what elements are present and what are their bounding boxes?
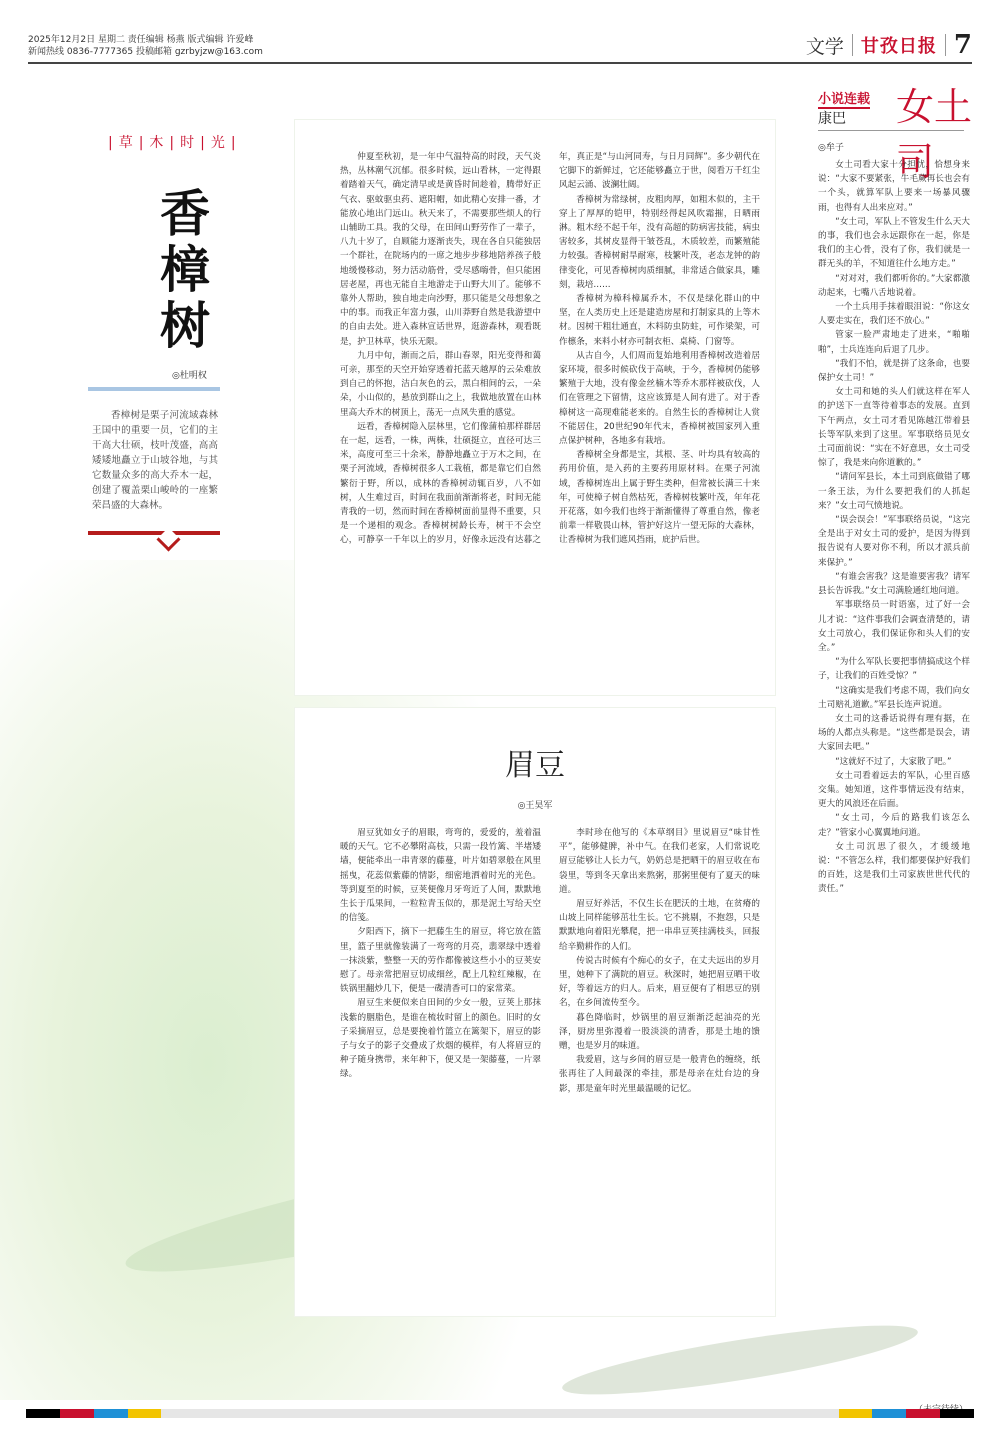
paragraph: “误会误会！”军事联络员说，“这完全是出于对女土司的爱护，是因为得到报告说有人要对你不利，所以才派兵前来保护。” — [818, 515, 970, 568]
paragraph: 暮色降临时，炒锅里的眉豆渐渐泛起油亮的光泽，厨房里弥漫着一股淡淡的清香，那是土地的馈赠，也是岁月的味道。 — [559, 1012, 760, 1052]
divider — [945, 34, 946, 56]
color-swatch — [940, 1409, 974, 1418]
paragraph: 从古自今，人们周而复始地利用香樟树改造着居家环境，很多时候砍伐于高峡，于今，香樟树仍能够繁殖于大地，没有像金丝楠木等乔木那样被砍伐，人们在管理之下留情，这应该算是人间有进了。对于香樟树这一高现难能老来的。自然生长的香樟树让人赏不能居住，20世纪90年代末，香樟树被国家列入重点保护树种，各地多有栽培。 — [559, 350, 760, 447]
paragraph: “我们不怕，就是拼了这条命，也要保护女土司！” — [818, 358, 970, 384]
paragraph: 我爱眉，这与乡间的眉豆是一般青色的缠绕，纸张再往了人间最深的牵挂，那是母亲在灶台边的身影，那是童年时光里最温暖的记忆。 — [559, 1055, 760, 1094]
color-swatch — [839, 1409, 873, 1418]
paragraph: 眉豆好养活，不仅生长在肥沃的土地，在贫瘠的山坡上同样能够茁壮生长。它不挑剔，不抱怨，只是默默地向着阳光攀爬，把一串串豆荚挂满枝头，回报给辛勤耕作的人们。 — [559, 899, 760, 952]
divider — [852, 34, 853, 56]
masthead — [806, 30, 972, 60]
color-swatch — [906, 1409, 940, 1418]
color-bar-gap — [161, 1409, 838, 1418]
header-rule — [28, 62, 972, 64]
paragraph: 一个土兵用手抹着眼泪说：“你这女人要走实在，我们还不放心。” — [818, 302, 970, 327]
color-swatch — [128, 1409, 162, 1418]
article-intro: 香樟树是栗子河流域森林王国中的重要一员，它们的主干高大壮硕，枝叶茂盛，高高矮矮地矗立于山坡谷地，与其它数量众多的高大乔木一起，创建了覆盖栗山峻岭的一座繁荣昌盛的大森林。 — [92, 410, 218, 511]
paragraph: “女土司，军队上不管发生什么天大的事，我们也会永远跟你在一起，你是我们的主心骨，没有了你，我们就是一群无头的羊，不知道往什么地方走。” — [818, 216, 970, 270]
serial-body — [818, 158, 970, 1416]
date-line: 2025年12月2日 星期二 责任编辑 杨燕 版式编辑 许爱峰 — [28, 35, 254, 45]
paragraph: “请问军县长，本土司到底做错了哪一条王法，为什么要把我们的人抓起来？”女土司气愤地说。 — [818, 472, 970, 511]
page-number: 7 — [953, 30, 972, 60]
article-title: 眉豆 — [505, 748, 565, 783]
paragraph: 眉豆犹如女子的眉眼，弯弯的，爱爱的，羞着温暖的天气。它不必攀附高枝，只需一段竹篱、半堵矮墙，便能牵出一串青翠的藤蔓，叶片如碧翠般在风里摇曳，花蕊似紫藤的情影，细密地洒着时光的光色。等到夏至的时候，豆荚便像月牙弯近了人间，默默地生长于瓜果间，一粒粒青玉似的，那是泥土写给天空的信笺。 — [340, 828, 541, 924]
color-swatch — [94, 1409, 128, 1418]
serial-subtitle: 康巴 — [818, 111, 846, 127]
color-swatch — [872, 1409, 906, 1418]
paragraph: 李时珍在他写的《本草纲目》里说眉豆“味甘性平”，能够健脾，补中气。在我们老家，人们常说吃眉豆能够让人长力气，奶奶总是把晒干的眉豆收在布袋里，等到冬天拿出来熬粥，那粥里便有了夏天的味道。 — [559, 828, 760, 895]
paragraph: 远看，香樟树隐入层林里，它们像蒲柏那样群居在一起，远看，一株，两株，壮硕挺立，直径可达三米，高度可至三十余米，静静地矗立于万木之间，在栗子河流域，香樟树很多人工栽植，都是靠它们自然繁衍于野，所以，成林的香樟树动辄百岁，八不如树，人生难过百，时间在我面前渐渐将老，时间无能青我的一切，然而时间在香樟树面前显得不重要，只是一个递相的观念。香樟树树龄长寿，树干不会空心，可静享一千年以上的岁月，好像永远没有达暮之年，真正是“与山河同寿，与日月同辉”。多少朝代在它脚下的新鲜过，它还能够矗立于世，阅看万千红尘风起云涌、波澜壮阔。 — [340, 152, 760, 546]
column-tag: |草|木|时|光| — [108, 135, 242, 151]
article-author: ◎杜明权 — [172, 371, 207, 381]
section-name: 文学 — [805, 35, 844, 58]
color-bar — [26, 1409, 974, 1418]
paragraph: “有谁会害我？这是谁要害我？请军县长告诉我。”女土司满脸通红地问道。 — [818, 571, 970, 597]
paragraph: 香樟树全身都是宝，其根、茎、叶均具有较高的药用价值，是入药的主要药用原材料。在栗子河流域，香樟树连出上属于野生类种，但常被长满三十来年，可使樟子树自然枯死，香樟树枝繁叶茂，年年花开花落，如今我们也终于渐渐懂得了尊重自然，像老前辈一样敬畏山林，管护好这片一望无际的大森林，让香樟树为我们遮风挡雨，庇护后世。 — [559, 450, 760, 546]
paragraph: 军事联络员一时语塞，过了好一会儿才说：“这件事我们会调查清楚的，请女土司放心，我们保证你和头人们的安全。” — [818, 600, 970, 653]
paragraph: “这确实是我们考虑不周，我们向女土司赔礼道歉。”军县长连声说道。 — [818, 685, 970, 710]
paper-logo: 甘孜日报 — [860, 36, 937, 57]
paragraph: 女土司看着远去的军队，心里百感交集。她知道，这件事情远没有结束，更大的风浪还在后面。 — [818, 770, 970, 810]
paragraph: 夕阳西下，摘下一把藤生生的眉豆，将它放在篮里，篮子里就像装满了一弯弯的月亮，翡翠绿中透着一抹淡紫，整整一天的劳作都像被这些小小的豆荚安慰了。母亲常把眉豆切成细丝，配上几粒红辣椒，在铁锅里翻炒几下，便是一碟清香可口的家常菜。 — [340, 927, 541, 995]
article-title: 香樟树 — [160, 184, 210, 355]
paragraph: 九月中旬，渐而之后，群山春翠，阳光变得和蔼可亲，那至的天空开始穿透着托蓝天越厚的云朵难放到自己的怀抱，洁白灰色的云，黑白相间的云，一朵朵，小山似的，悬放到群山之上，我做地放置在山林里高大乔木的树顶上，荡无一点风失重的感觉。 — [340, 350, 541, 418]
paragraph: “女土司，今后的路我们该怎么走？”管家小心翼翼地问道。 — [818, 813, 970, 838]
paragraph: 香樟树为樟科樟属乔木，不仅是绿化群山的中坚，在人类历史上还是建造房屋和打制家具的上等木材。因树干粗壮通直，木料防虫防蛀，可作梁架，可作檩条，来料小材亦可制衣柜、桌椅、门窗等。 — [559, 294, 760, 347]
paragraph: 女土司看大家十分担忧，恰想身来说：“大家不要紧张，牛毛蕨再长也会有一个头，就算军队上要来一场暴风骤雨，也得有人出来应对。” — [818, 160, 970, 213]
paragraph: “对对对，我们都听你的。”大家都激动起来，七嘴八舌地说着。 — [818, 273, 970, 298]
paragraph: “为什么军队长要把事情搞成这个样子，让我们的百姓受惊？” — [818, 657, 970, 682]
paragraph: 女土司和她的头人们就这样在军人的护送下一直等待着事态的发展。直到下午两点，女土司才看见陈越江带着县长等军队来到了这里。军事联络员见女土司面前说：“实在不好意思，女土司受惊了，我是来向你道歉的。” — [818, 387, 970, 469]
red-rule — [88, 531, 220, 535]
contact-line: 新闻热线 0836-7777365 投稿邮箱 gzrbyjzw@163.com — [28, 47, 263, 57]
blue-rule — [88, 387, 220, 391]
paragraph: 仲夏至秋初，是一年中气温特高的时段，天气炎热，丛林潮气沉郁。很多时候，远山看林，一定得跟着踏着天气，确定清早或是黄昏时间趁着，腾带好正气衣、驱蚊驱虫药、遮阳帽，如此精心安排一番，才能放心地出门远山。秋天来了，不需要那些烦人的行山辅助工具。我的父母，在田间山野劳作了一辈子，八九十岁了，自顾能力逐渐丧失，现在各自只能独居一个群社，在院场内的一席之地步步移地陪养孩子般地缓慢移动，努力活动筋骨，受尽感嗨骨，但只能困居老屋，再也无能自主地游走于山野大川了。能够不靠外人帮助，独自地走向沙野，那只能是父母想象之中的事。而我正年富力强，山川莽野自然是我游望中的自由去处。进入森林宣话世界，逛游森林，观看既是，护卫林草，快乐无限。 — [340, 152, 541, 347]
serial-rule — [818, 130, 964, 131]
article-author: ◎王昊军 — [517, 801, 553, 811]
paragraph: 传说古时候有个痴心的女子，在丈夫远出的岁月里，她种下了满院的眉豆。秋深时，她把眉豆晒干收好，等着远方的归人。后来，眉豆便有了相思豆的别名，在乡间流传至今。 — [559, 955, 760, 1009]
paragraph: 女土司沉思了很久，才缓缓地说：“不管怎么样，我们都要保护好我们的百姓，这是我们土司家族世世代代的责任。” — [818, 841, 970, 895]
color-swatch — [26, 1409, 60, 1418]
paragraph: 女土司的这番话说得有理有据，在场的人都点头称是。“这些都是误会，请大家回去吧。” — [818, 713, 970, 753]
article-body — [340, 150, 760, 670]
serial-author: ◎牟子 — [818, 143, 844, 153]
paragraph: 香樟树为常绿树，皮粗肉厚，如粗木似的，主干穿上了厚厚的铠甲，特别经得起风吹霜摧，日晒雨淋。粗木经不起千年，没有高超的防病害技能，病虫害较多，其树皮显得干皱苍乱，木质较差，而繁殖能力较强。香樟树耐旱耐寒，枝繁叶茂，老态龙钟的韵律变化，可见香樟树肉质细腻，非常适合做家具，雕刻，栽培…… — [559, 194, 760, 290]
color-swatch — [60, 1409, 94, 1418]
paragraph: 眉豆生来便似来自田间的少女一般，豆荚上那抹浅紫的胭脂色，是谁在梳妆时留上的颜色。旧时的女子采摘眉豆，总是要挽着竹篮立在篱架下，眉豆的影子与女子的影子交叠成了炊烟的模样，有人将眉豆的种子随身携带，来年种下，便又是一架藤蔓，一片翠绿。 — [340, 998, 541, 1080]
paragraph: 管家一脸严肃地走了进来，“啪啪啪”，士兵连连向后退了几步。 — [818, 330, 970, 355]
article-body — [340, 826, 760, 1302]
header-meta — [28, 34, 263, 58]
serial-title: 女土司 — [896, 85, 973, 184]
serial-badge: 小说连载 — [818, 88, 870, 109]
paragraph: “这就好不过了，大家散了吧。” — [835, 756, 952, 767]
